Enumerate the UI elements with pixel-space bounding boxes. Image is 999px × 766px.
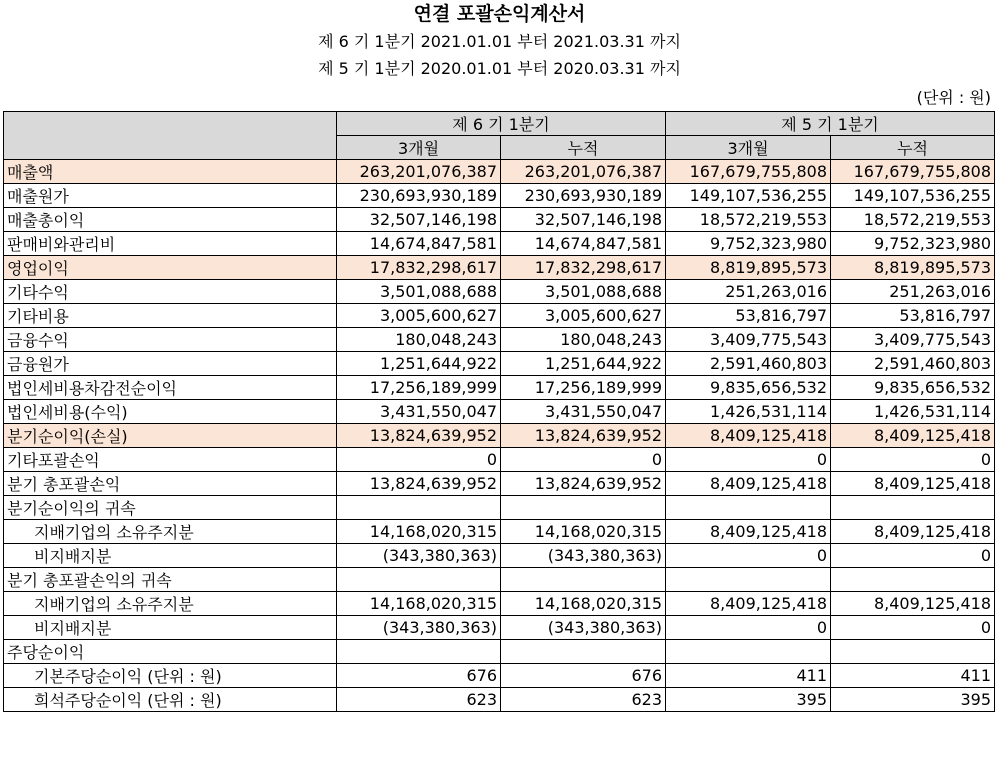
group-header-prior: 제 5 기 1분기 [666,112,995,136]
row-label: 매출원가 [4,184,337,208]
value-cell: 0 [501,448,666,472]
value-cell: 0 [831,616,995,640]
row-label: 지배기업의 소유주지분 [4,520,337,544]
value-cell: 53,816,797 [666,304,831,328]
value-cell: 2,591,460,803 [666,352,831,376]
value-cell: 251,263,016 [831,280,995,304]
value-cell: 3,431,550,047 [501,400,666,424]
value-cell [337,496,501,520]
value-cell: 0 [831,448,995,472]
value-cell: 17,256,189,999 [337,376,501,400]
table-row [4,184,995,208]
table-row [4,520,995,544]
value-cell [337,640,501,664]
value-cell: 8,409,125,418 [666,520,831,544]
period-prior: 제 5 기 1분기 2020.01.01 부터 2020.03.31 까지 [318,59,681,78]
value-cell: 3,005,600,627 [501,304,666,328]
row-label: 주당순이익 [4,640,337,664]
table-row [4,568,995,592]
value-cell: 14,168,020,315 [501,520,666,544]
value-cell: 17,832,298,617 [337,256,501,280]
value-cell: 8,409,125,418 [666,424,831,448]
value-cell: 17,832,298,617 [501,256,666,280]
value-cell: (343,380,363) [501,544,666,568]
value-cell: 9,835,656,532 [666,376,831,400]
value-cell: 230,693,930,189 [337,184,501,208]
value-cell: 13,824,639,952 [337,472,501,496]
value-cell [666,640,831,664]
row-label: 지배기업의 소유주지분 [4,592,337,616]
row-label: 분기 총포괄손익 [4,472,337,496]
value-cell: 14,168,020,315 [337,592,501,616]
value-cell: 263,201,076,387 [501,160,666,184]
value-cell: 8,819,895,573 [831,256,995,280]
value-cell: 395 [831,688,995,712]
table-row [4,352,995,376]
value-cell: 1,251,644,922 [337,352,501,376]
value-cell: 167,679,755,808 [831,160,995,184]
value-cell: 3,409,775,543 [666,328,831,352]
value-cell: (343,380,363) [337,616,501,640]
header-blank [4,112,337,160]
table-row [4,424,995,448]
value-cell: 1,251,644,922 [501,352,666,376]
row-label: 매출액 [4,160,337,184]
value-cell: 0 [666,448,831,472]
value-cell: 14,674,847,581 [337,232,501,256]
row-label: 분기순이익(손실) [4,424,337,448]
value-cell: 623 [501,688,666,712]
row-label: 기본주당순이익 (단위 : 원) [4,664,337,688]
value-cell [666,496,831,520]
table-row [4,640,995,664]
row-label: 분기 총포괄손익의 귀속 [4,568,337,592]
value-cell: 1,426,531,114 [831,400,995,424]
sub-header: 3개월 [337,136,501,160]
row-label: 기타포괄손익 [4,448,337,472]
value-cell: 32,507,146,198 [337,208,501,232]
value-cell: 230,693,930,189 [501,184,666,208]
income-statement-table [3,111,995,712]
row-label: 희석주당순이익 (단위 : 원) [4,688,337,712]
value-cell: 676 [501,664,666,688]
value-cell: 149,107,536,255 [666,184,831,208]
group-header-current: 제 6 기 1분기 [337,112,666,136]
value-cell: 180,048,243 [337,328,501,352]
row-label: 영업이익 [4,256,337,280]
value-cell [831,496,995,520]
row-label: 매출총이익 [4,208,337,232]
table-row [4,280,995,304]
value-cell: 3,005,600,627 [337,304,501,328]
value-cell: 14,168,020,315 [337,520,501,544]
table-row [4,256,995,280]
row-label: 법인세비용(수익) [4,400,337,424]
table-row [4,400,995,424]
value-cell [337,568,501,592]
value-cell: 8,409,125,418 [831,472,995,496]
value-cell: 8,409,125,418 [666,472,831,496]
value-cell: 9,752,323,980 [666,232,831,256]
value-cell: 17,256,189,999 [501,376,666,400]
value-cell: 14,674,847,581 [501,232,666,256]
value-cell: (343,380,363) [337,544,501,568]
value-cell: 13,824,639,952 [501,472,666,496]
table-row [4,472,995,496]
value-cell [831,640,995,664]
table-row [4,616,995,640]
table-row [4,328,995,352]
value-cell: 9,752,323,980 [831,232,995,256]
value-cell: 676 [337,664,501,688]
value-cell [666,568,831,592]
value-cell: 13,824,639,952 [501,424,666,448]
table-row [4,496,995,520]
value-cell: 18,572,219,553 [666,208,831,232]
value-cell: 8,409,125,418 [666,592,831,616]
value-cell: 32,507,146,198 [501,208,666,232]
value-cell: 251,263,016 [666,280,831,304]
row-label: 금융원가 [4,352,337,376]
sub-header: 3개월 [666,136,831,160]
value-cell: 2,591,460,803 [831,352,995,376]
row-label: 비지배지분 [4,544,337,568]
value-cell: 411 [831,664,995,688]
row-label: 법인세비용차감전순이익 [4,376,337,400]
value-cell: 3,431,550,047 [337,400,501,424]
value-cell: 180,048,243 [501,328,666,352]
value-cell: 3,501,088,688 [501,280,666,304]
table-row [4,448,995,472]
row-label: 기타비용 [4,304,337,328]
table-row [4,304,995,328]
value-cell [501,568,666,592]
table-row [4,208,995,232]
value-cell: 263,201,076,387 [337,160,501,184]
value-cell: 0 [666,544,831,568]
value-cell: 8,409,125,418 [831,424,995,448]
unit-label: (단위 : 원) [916,88,991,107]
value-cell: 0 [666,616,831,640]
value-cell: 1,426,531,114 [666,400,831,424]
value-cell: 8,819,895,573 [666,256,831,280]
table-row [4,544,995,568]
value-cell: 53,816,797 [831,304,995,328]
value-cell: 3,409,775,543 [831,328,995,352]
table-row [4,232,995,256]
table-row [4,664,995,688]
row-label: 판매비와관리비 [4,232,337,256]
sub-header: 누적 [831,136,995,160]
value-cell [501,496,666,520]
table-row [4,160,995,184]
value-cell: 3,501,088,688 [337,280,501,304]
value-cell [831,568,995,592]
row-label: 비지배지분 [4,616,337,640]
value-cell [501,640,666,664]
value-cell: 18,572,219,553 [831,208,995,232]
table-row [4,688,995,712]
value-cell: 9,835,656,532 [831,376,995,400]
row-label: 금융수익 [4,328,337,352]
value-cell: 8,409,125,418 [831,592,995,616]
row-label: 기타수익 [4,280,337,304]
value-cell: 8,409,125,418 [831,520,995,544]
period-current: 제 6 기 1분기 2021.01.01 부터 2021.03.31 까지 [318,32,681,51]
value-cell: 623 [337,688,501,712]
value-cell: 395 [666,688,831,712]
row-label: 분기순이익의 귀속 [4,496,337,520]
value-cell: 14,168,020,315 [501,592,666,616]
value-cell: 0 [337,448,501,472]
value-cell: 411 [666,664,831,688]
table-row [4,592,995,616]
value-cell: 149,107,536,255 [831,184,995,208]
sub-header: 누적 [501,136,666,160]
value-cell: 13,824,639,952 [337,424,501,448]
value-cell: 0 [831,544,995,568]
value-cell: 167,679,755,808 [666,160,831,184]
table-row [4,376,995,400]
value-cell: (343,380,363) [501,616,666,640]
statement-title: 연결 포괄손익계산서 [413,3,586,25]
